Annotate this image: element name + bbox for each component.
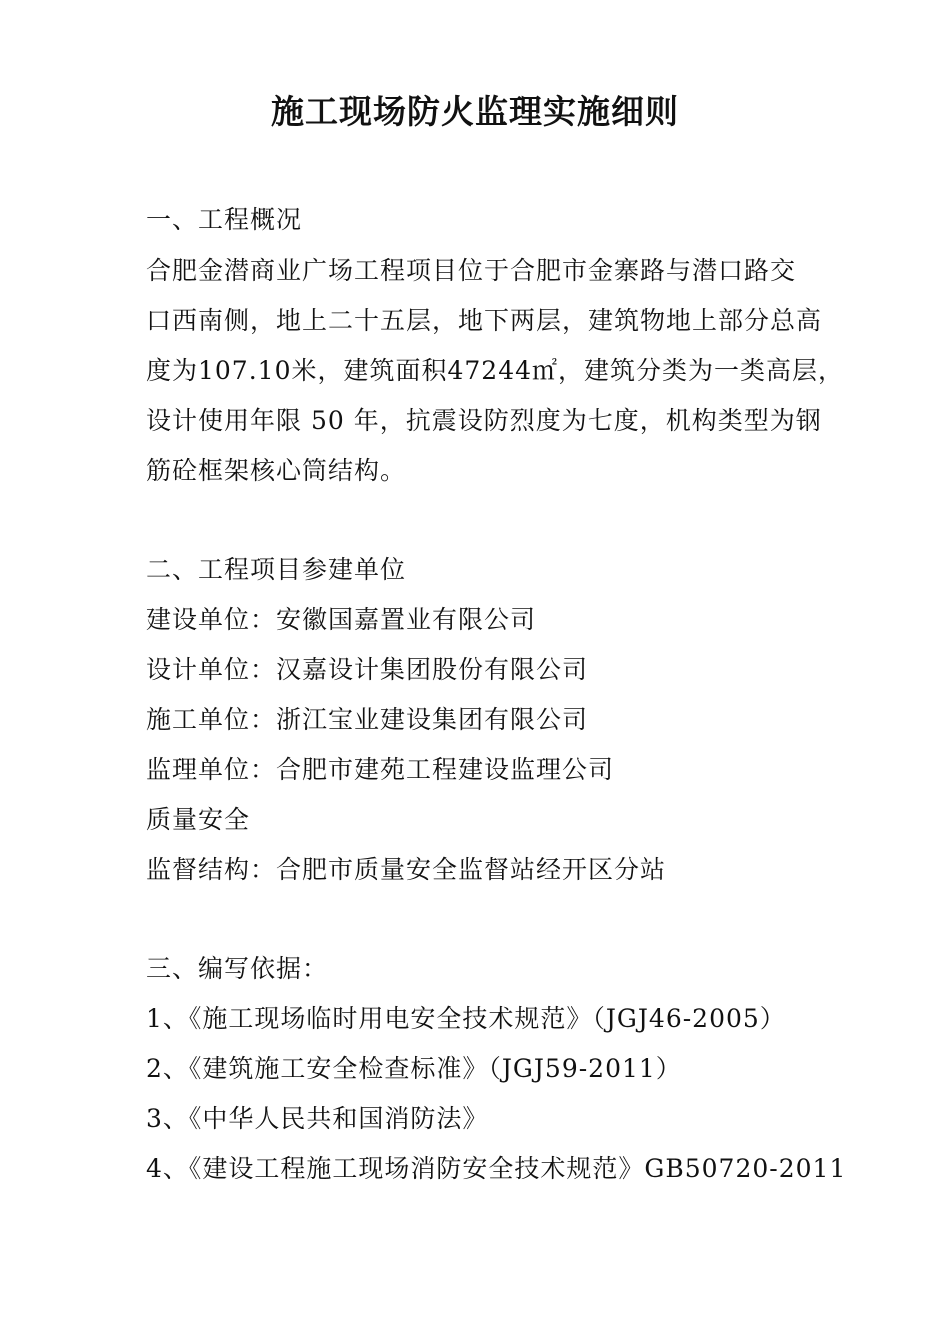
section-3-line-4: 4、《建设工程施工现场消防安全技术规范》GB50720-2011	[146, 1154, 847, 1183]
section-2-line-4: 监理单位：合肥市建苑工程建设监理公司	[146, 755, 615, 784]
section-1-line-2: 口西南侧，地上二十五层，地下两层，建筑物地上部分总高	[146, 306, 823, 335]
section-1-line-5: 筋砼框架核心筒结构。	[146, 456, 407, 485]
section-2-line-3: 施工单位：浙江宝业建设集团有限公司	[146, 705, 589, 734]
section-1-line-4: 设计使用年限 50 年，抗震设防烈度为七度，机构类型为钢	[146, 406, 822, 435]
section-2-heading: 二、工程项目参建单位	[146, 555, 407, 584]
section-3-line-3: 3、《中华人民共和国消防法》	[146, 1104, 489, 1133]
section-1-line-3: 度为107.10米，建筑面积47244㎡，建筑分类为一类高层，	[146, 356, 845, 385]
section-2-line-2: 设计单位：汉嘉设计集团股份有限公司	[146, 655, 589, 684]
section-1-line-1: 合肥金潜商业广场工程项目位于合肥市金寨路与潜口路交	[146, 256, 797, 285]
document-title: 施工现场防火监理实施细则	[271, 92, 679, 131]
section-1-heading: 一、工程概况	[146, 205, 303, 234]
section-2-line-1: 建设单位：安徽国嘉置业有限公司	[146, 605, 537, 634]
section-2-line-5: 质量安全	[146, 805, 251, 834]
section-3-heading: 三、编写依据：	[146, 954, 329, 983]
section-2-line-6: 监督结构：合肥市质量安全监督站经开区分站	[146, 855, 667, 884]
section-3-line-2: 2、《建筑施工安全检查标准》（JGJ59-2011）	[146, 1054, 682, 1083]
section-3-line-1: 1、《施工现场临时用电安全技术规范》（JGJ46-2005）	[146, 1004, 786, 1033]
